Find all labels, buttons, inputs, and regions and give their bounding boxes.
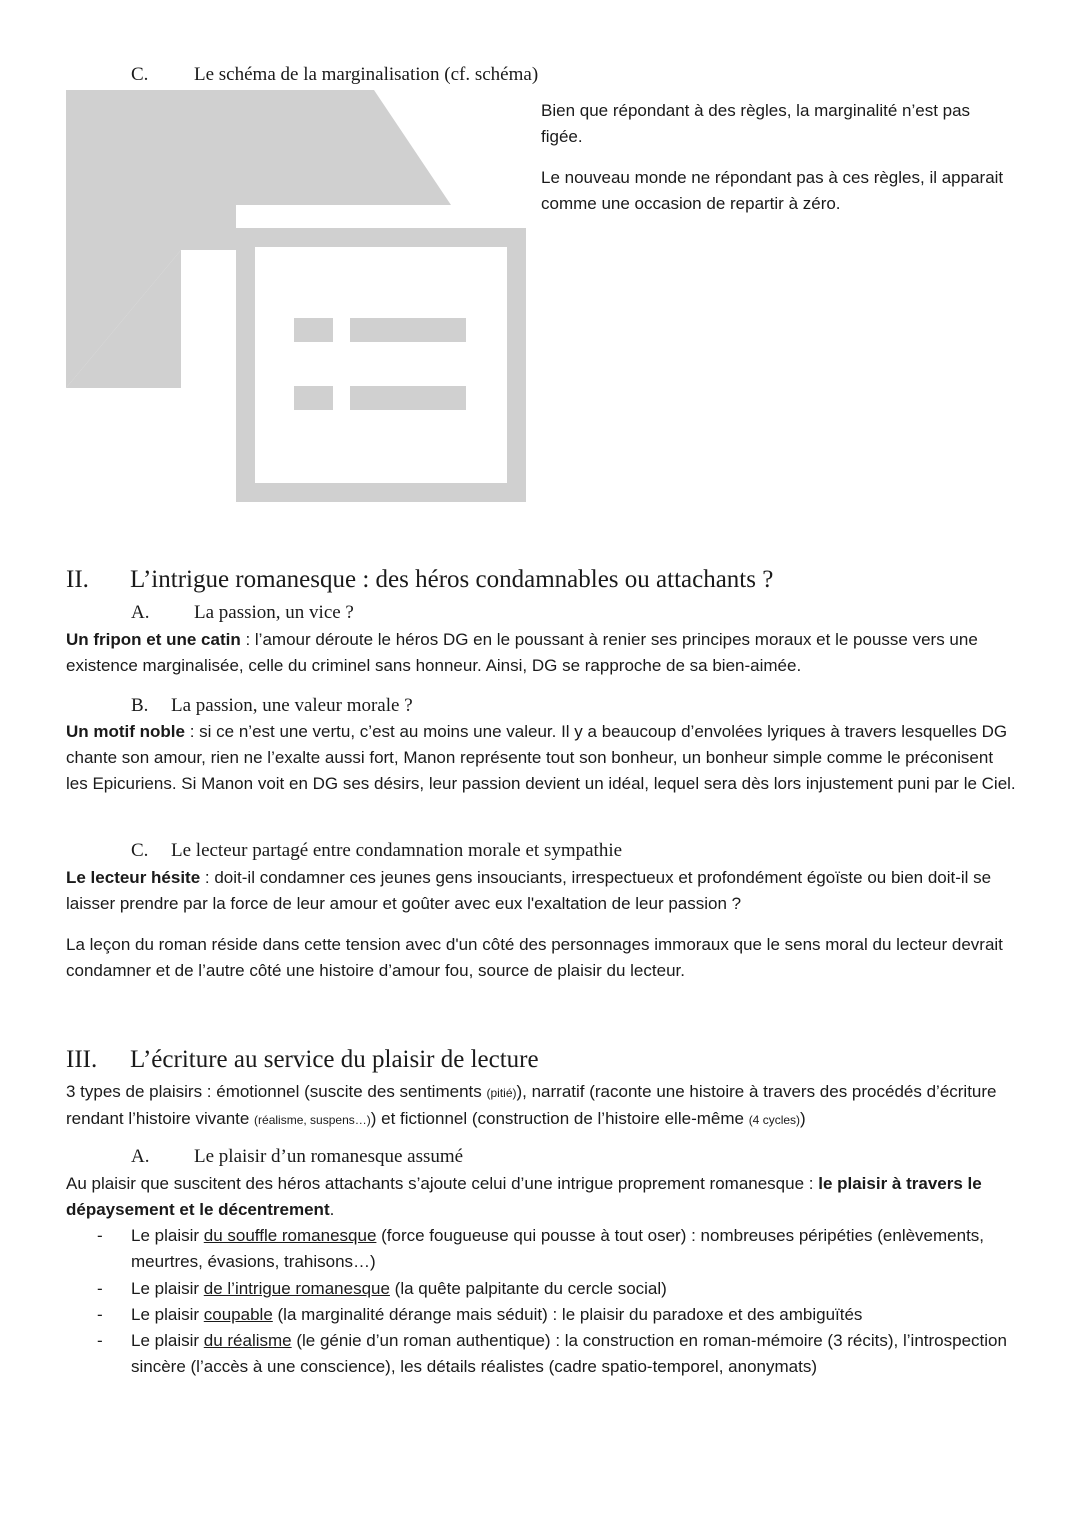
subsection-title: Le lecteur partagé entre condamnation morale et sympathie xyxy=(171,840,623,861)
section-title: Le schéma de la marginalisation (cf. schéma) xyxy=(194,64,539,85)
section-heading: L’intrigue romanesque : des héros condamnables ou attachants ? xyxy=(130,566,774,593)
subsection-letter: A. xyxy=(131,602,150,623)
paragraph: Le lecteur hésite : doit-il condamner ces jeunes gens insouciants, irrespectueux et profondément égoïste ou bien doit-il se laisser prendre par la force de leur amour et goûter avec eux l'exaltation de leur passion ? xyxy=(66,868,992,913)
sidebar-note: Bien que répondant à des règles, la marginalité n’est pas figée. xyxy=(541,101,971,146)
keyword: Un fripon et une catin xyxy=(66,630,241,649)
paragraph: Un motif noble : si ce n’est une vertu, c’est au moins une valeur. Il y a beaucoup d’envolées lyriques à travers lesquelles DG chante son amour, rien ne l’exalte aussi fort, Manon représente tout son bonheur, un bonheur simple comme le préconisent les Epicuriens. Si Manon voit en DG ses désirs, leur passion devient un idéal, lequel sera dès lors injustement puni par le Ciel. xyxy=(66,722,1016,793)
list-dash: - xyxy=(97,1305,103,1324)
paragraph: Au plaisir que suscitent des héros attachants s’ajoute celui d’une intrigue proprement romanesque : le plaisir à travers le dépaysement et le décentrement. xyxy=(66,1174,982,1219)
subsection-letter: A. xyxy=(131,1146,150,1167)
section-numeral: III. xyxy=(66,1046,98,1073)
list-item: Le plaisir du souffle romanesque (force fougueuse qui pousse à tout oser) : nombreuses péripéties (enlèvements, meurtres, évasions, trahisons…) xyxy=(131,1226,985,1271)
paragraph: La leçon du roman réside dans cette tension avec d'un côté des personnages immoraux que le sens moral du lecteur devrait condamner et de l’autre côté une histoire d’amour fou, source de plaisir du lecteur. xyxy=(66,935,1003,980)
list-dash: - xyxy=(97,1226,103,1245)
list-dash: - xyxy=(97,1331,103,1350)
paragraph: 3 types de plaisirs : émotionnel (suscite des sentiments (pitié)), narratif (raconte une histoire à travers des procédés d’écriture rendant l’histoire vivante (réalisme, suspens…)) et fictionnel (construction de l’histoire elle-même (4 cycles)) xyxy=(66,1082,997,1128)
section-letter: C. xyxy=(131,64,149,85)
subsection-title: La passion, une valeur morale ? xyxy=(171,695,413,716)
subsection-letter: B. xyxy=(131,695,149,716)
subsection-title: La passion, un vice ? xyxy=(194,602,354,623)
subsection-letter: C. xyxy=(131,840,149,861)
sidebar-note: Le nouveau monde ne répondant pas à ces règles, il apparait comme une occasion de repartir à zéro. xyxy=(541,168,1004,213)
section-heading: L’écriture au service du plaisir de lecture xyxy=(130,1046,539,1073)
subsection-title: Le plaisir d’un romanesque assumé xyxy=(194,1146,464,1167)
list-item: Le plaisir du réalisme (le génie d’un roman authentique) : la construction en roman-mémoire (3 récits), l’introspection sincère (l’accès à une conscience), les détails réalistes (cadre spatio-temporel, anonymats) xyxy=(131,1331,1007,1376)
image-placeholder-icon xyxy=(66,90,526,505)
list-dash: - xyxy=(97,1279,103,1298)
keyword: Le lecteur hésite xyxy=(66,868,201,887)
list-item: Le plaisir coupable (la marginalité dérange mais séduit) : le plaisir du paradoxe et des ambiguïtés xyxy=(131,1305,863,1324)
keyword: Un motif noble xyxy=(66,722,185,741)
section-numeral: II. xyxy=(66,566,89,593)
list-item: Le plaisir de l’intrigue romanesque (la quête palpitante du cercle social) xyxy=(131,1279,667,1298)
paragraph: Un fripon et une catin : l’amour déroute le héros DG en le poussant à renier ses principes moraux et le pousse vers une existence marginalisée, celle du criminel sans honneur. Ainsi, DG se rapproche de sa bien-aimée. xyxy=(66,630,978,675)
keyword: le plaisir à travers le dépaysement et le décentrement xyxy=(66,1174,982,1219)
